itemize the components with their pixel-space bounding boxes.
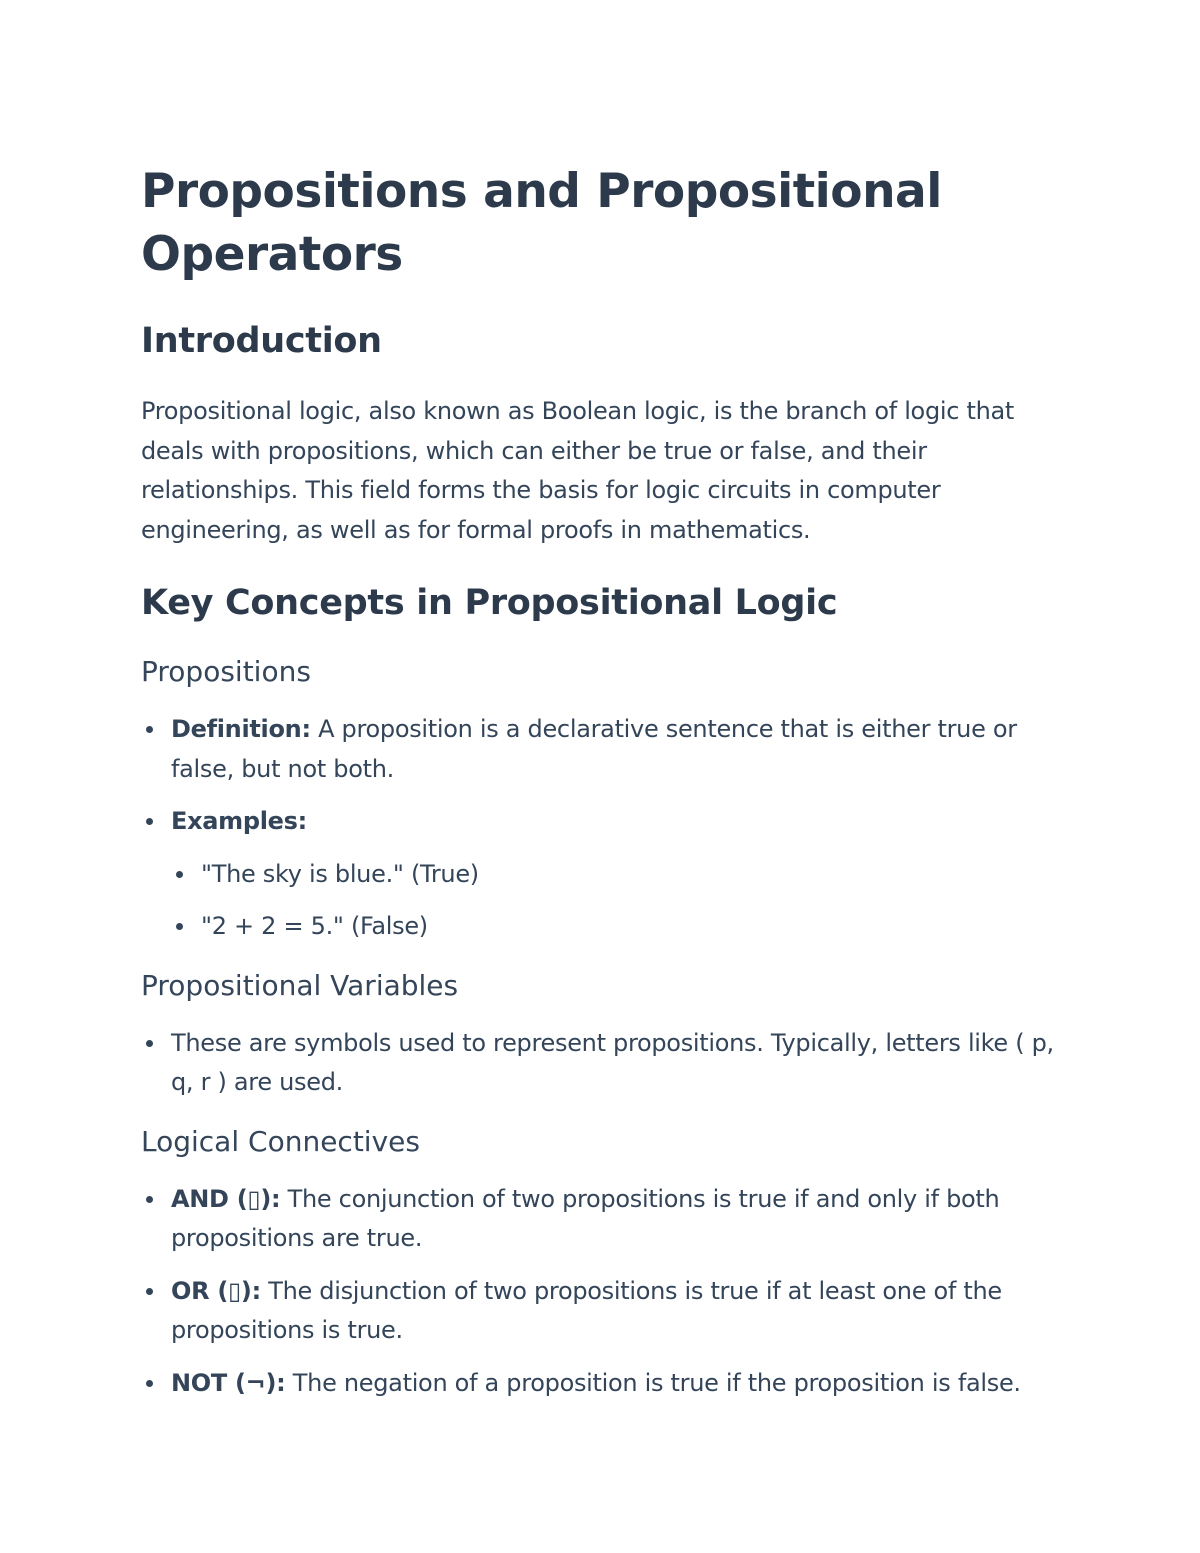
example-item: "2 + 2 = 5." (False) bbox=[201, 907, 1061, 947]
list-item bbox=[171, 802, 1061, 947]
propositions-list bbox=[141, 710, 1061, 947]
list-item bbox=[171, 710, 1061, 789]
examples-list bbox=[171, 855, 1061, 947]
intro-paragraph: Propositional logic, also known as Boolean logic, is the branch of logic that deals with propositions, which can either be true or false, and their relationships. This field forms the basis for logic circuits in computer engineering, as well as for formal proofs in mathematics. bbox=[141, 397, 1015, 544]
key-concepts-heading: Key Concepts in Propositional Logic bbox=[141, 583, 838, 623]
variables-heading: Propositional Variables bbox=[141, 968, 459, 1002]
example-item: "The sky is blue." (True) bbox=[201, 855, 1061, 895]
connective-text: The conjunction of two propositions is true if and only if both propositions are true. bbox=[171, 1184, 1000, 1252]
connectives-heading: Logical Connectives bbox=[141, 1124, 420, 1158]
connectives-list bbox=[141, 1180, 1061, 1404]
connective-label: NOT (¬): bbox=[171, 1368, 286, 1397]
definition-text: A proposition is a declarative sentence that is either true or false, but not both. bbox=[171, 715, 1017, 783]
document-page bbox=[141, 160, 1061, 1403]
connective-label: AND (▯): bbox=[171, 1184, 281, 1213]
propositions-heading: Propositions bbox=[141, 655, 311, 688]
definition-label: Definition: bbox=[171, 715, 311, 743]
list-item bbox=[171, 1364, 1061, 1404]
list-item: These are symbols used to represent propositions. Typically, letters like ( p, q, r ) are used. bbox=[171, 1024, 1061, 1103]
page-title: Propositions and Propositional Operators bbox=[141, 164, 942, 282]
examples-label: Examples: bbox=[171, 807, 307, 835]
list-item bbox=[171, 1180, 1061, 1259]
intro-heading: Introduction bbox=[141, 321, 382, 361]
list-item bbox=[171, 1272, 1061, 1351]
connective-label: OR (▯): bbox=[171, 1276, 261, 1305]
connective-text: The negation of a proposition is true if the proposition is false. bbox=[285, 1368, 1021, 1397]
connective-text: The disjunction of two propositions is true if at least one of the propositions is true. bbox=[171, 1276, 1002, 1344]
variables-list bbox=[141, 1024, 1061, 1103]
